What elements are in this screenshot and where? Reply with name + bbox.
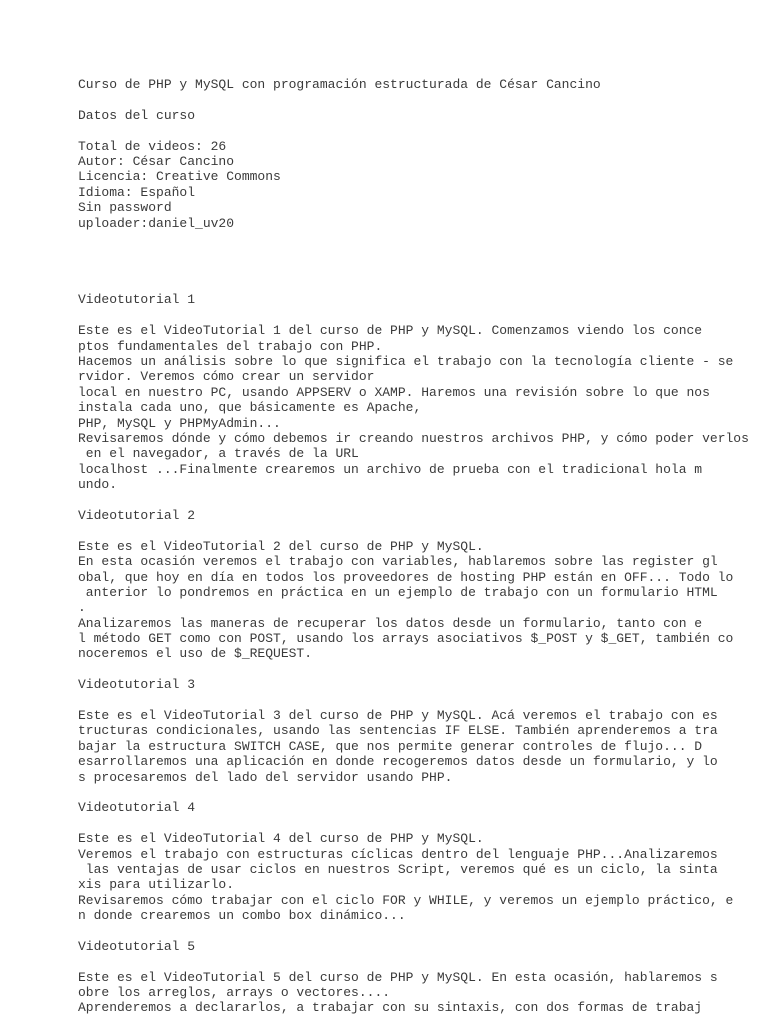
section-videotutorial-1 [78,292,758,492]
section-line: noceremos el uso de $_REQUEST. [78,646,313,662]
section-heading: Videotutorial 1 [78,292,196,308]
spacer [78,308,758,323]
section-line: Este es el VideoTutorial 4 del curso de PHP y MySQL. [78,831,484,847]
spacer [78,523,758,538]
section-line: En esta ocasión veremos el trabajo con variables, hablaremos sobre las register gl [78,554,718,570]
section-line: tructuras condicionales, usando las sentencias IF ELSE. También aprenderemos a tra [78,723,718,739]
section-videotutorial-2 [78,508,758,662]
section-line: . [78,600,86,616]
spacer [78,92,758,107]
section-line: Aprenderemos a declararlos, a trabajar con su sintaxis, con dos formas de trabaj [78,1000,703,1016]
section-line: PHP, MySQL y PHPMyAdmin... [78,415,281,431]
section-videotutorial-5 [78,939,758,1016]
section-line: Este es el VideoTutorial 1 del curso de PHP y MySQL. Comenzamos viendo los conce [78,323,703,339]
info-total-videos: Total de videos: 26 [78,138,227,154]
section-heading: Videotutorial 4 [78,800,196,816]
section-line: las ventajas de usar ciclos en nuestros Script, veremos qué es un ciclo, la sinta [78,861,718,877]
section-line: Revisaremos cómo trabajar con el ciclo FOR y WHILE, y veremos un ejemplo práctico, e [78,892,734,908]
section-line: Revisaremos dónde y cómo debemos ir creando nuestros archivos PHP, y cómo poder verlos [78,431,749,446]
section-line: esarrollaremos una aplicación en donde recogeremos datos desde un formulario, y lo [78,754,718,770]
section-heading: Videotutorial 3 [78,677,196,693]
document-title: Curso de PHP y MySQL con programación estructurada de César Cancino [78,77,601,92]
info-uploader: uploader:daniel_uv20 [78,215,235,231]
section-line: rvidor. Veremos cómo crear un servidor [78,369,375,385]
section-line: localhost ...Finalmente crearemos un archivo de prueba con el tradicional hola m [78,461,703,477]
section-line: Este es el VideoTutorial 3 del curso de PHP y MySQL. Acá veremos el trabajo con es [78,708,718,724]
section-line: en el navegador, a través de la URL [78,446,359,462]
course-info [78,139,758,231]
section-line: n donde crearemos un combo box dinámico... [78,908,406,924]
spacer [78,954,758,969]
info-license: Licencia: Creative Commons [78,169,281,185]
info-language: Idioma: Español [78,184,196,200]
section-line: Este es el VideoTutorial 5 del curso de PHP y MySQL. En esta ocasión, hablaremos s [78,969,718,985]
section-videotutorial-4 [78,800,758,923]
spacer [78,277,758,292]
spacer [78,924,758,939]
section-line: local en nuestro PC, usando APPSERV o XAMP. Haremos una revisión sobre lo que nos [78,384,710,400]
spacer [78,123,758,138]
document-page [78,77,758,1016]
section-line: Este es el VideoTutorial 2 del curso de PHP y MySQL. [78,538,484,554]
section-line: s procesaremos del lado del servidor usando PHP. [78,769,453,785]
spacer [78,493,758,508]
section-line: bajar la estructura SWITCH CASE, que nos permite generar controles de flujo... D [78,738,703,754]
spacer [78,785,758,800]
section-line: instala cada uno, que básicamente es Apache, [78,400,422,416]
section-line: obre los arreglos, arrays o vectores.... [78,985,391,1001]
section-line: ptos fundamentales del trabajo con PHP. [78,338,383,354]
section-line: anterior lo pondremos en práctica en un ejemplo de trabajo con un formulario HTML [78,584,718,600]
section-line: Veremos el trabajo con estructuras cíclicas dentro del lenguaje PHP...Analizaremos [78,846,718,862]
info-heading: Datos del curso [78,107,196,123]
section-line: Analizaremos las maneras de recuperar los datos desde un formulario, tanto con e [78,615,703,631]
section-videotutorial-3 [78,677,758,785]
section-line: obal, que hoy en día en todos los proveedores de hosting PHP están en OFF... Todo lo [78,569,734,585]
info-author: Autor: César Cancino [78,153,235,169]
section-line: Hacemos un análisis sobre lo que significa el trabajo con la tecnología cliente - se [78,354,734,370]
spacer [78,231,758,277]
spacer [78,816,758,831]
spacer [78,693,758,708]
section-line: undo. [78,477,118,493]
info-password: Sin password [78,200,172,216]
section-line: xis para utilizarlo. [78,877,235,893]
section-heading: Videotutorial 5 [78,938,196,954]
section-heading: Videotutorial 2 [78,507,196,523]
section-line: l método GET como con POST, usando los arrays asociativos $_POST y $_GET, también co [78,631,734,647]
spacer [78,662,758,677]
